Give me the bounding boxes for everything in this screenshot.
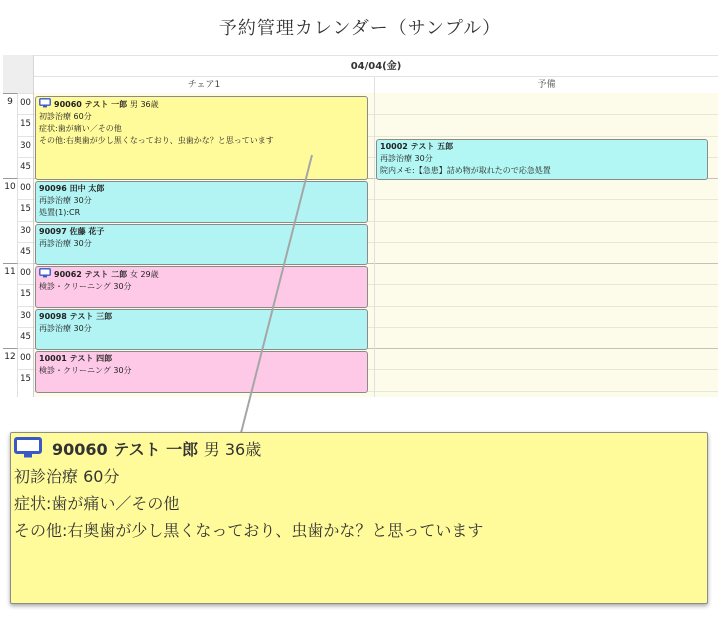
monitor-icon — [39, 98, 51, 108]
appointment-treatment: 再診治療 30分 — [39, 324, 92, 333]
appointment-treatment: 検診・クリーニング 30分 — [39, 282, 132, 291]
zoom-symptom: 症状:歯が痛い／その他 — [14, 494, 180, 513]
appointment-memo: 院内メモ:【急患】詰め物が取れたので応急処置 — [380, 166, 551, 175]
slot-line — [375, 369, 718, 370]
slot-line — [375, 327, 718, 328]
column-header-chair1[interactable]: チェア1 — [34, 77, 375, 94]
appointment-card[interactable] — [35, 309, 368, 350]
slot-line — [375, 348, 718, 349]
patient-name: テスト 三郎 — [69, 312, 113, 321]
appointment-card[interactable] — [376, 139, 708, 180]
appointment-treatment: 再診治療 30分 — [39, 239, 92, 248]
minute-label: 30 — [18, 306, 33, 327]
slot-line — [375, 306, 718, 307]
zoom-patient-meta: 男 36歳 — [203, 440, 262, 459]
appointment-card[interactable] — [35, 96, 368, 180]
appointment-card[interactable] — [35, 181, 368, 223]
minute-label: 00 — [18, 263, 33, 284]
minute-label: 15 — [18, 284, 33, 305]
slot-line — [375, 221, 718, 222]
minute-label: 00 — [18, 93, 33, 114]
slot-line — [375, 114, 718, 115]
hour-label: 11 — [3, 263, 18, 348]
slot-line — [375, 391, 718, 392]
patient-id: 90060 — [54, 100, 82, 109]
patient-id: 90097 — [39, 227, 67, 236]
zoom-patient-name: テスト 一郎 — [113, 440, 199, 459]
patient-name: 田中 太郎 — [69, 184, 105, 193]
patient-id: 10001 — [39, 354, 67, 363]
slot-line — [375, 263, 718, 264]
time-column — [3, 93, 34, 397]
appointment-note: その他:右奥歯が少し黒くなっており、虫歯かな？と思っています — [39, 136, 274, 145]
hour-label: 10 — [3, 178, 18, 263]
appointment-procedure: 処置(1):CR — [39, 208, 81, 217]
column-header-spare[interactable]: 予備 — [375, 77, 718, 94]
zoom-note: その他:右奥歯が少し黒くなっており、虫歯かな？と思っています — [14, 521, 484, 540]
minute-label: 30 — [18, 136, 33, 157]
slot-line — [375, 284, 718, 285]
date-header[interactable]: 04/04(金) — [34, 55, 718, 77]
monitor-icon — [14, 437, 42, 459]
patient-id: 90098 — [39, 312, 67, 321]
minute-label: 30 — [18, 221, 33, 242]
calendar-corner — [3, 55, 34, 94]
calendar — [3, 55, 718, 397]
patient-name: テスト 一郎 — [84, 100, 128, 109]
zoomed-appointment-callout — [10, 432, 708, 604]
patient-name: テスト 四郎 — [69, 354, 113, 363]
page-title: 予約管理カレンダー（サンプル） — [218, 18, 502, 39]
hour-label: 9 — [3, 93, 18, 178]
appointment-card[interactable] — [35, 266, 368, 308]
zoom-treatment: 初診治療 60分 — [14, 467, 120, 486]
minute-label: 00 — [18, 178, 33, 199]
appointment-treatment: 再診治療 30分 — [39, 196, 92, 205]
appointment-symptom: 症状:歯が痛い／その他 — [39, 124, 122, 133]
hour-label: 12 — [3, 348, 18, 397]
monitor-icon — [39, 268, 51, 278]
slot-line — [375, 242, 718, 243]
appointment-treatment: 再診治療 30分 — [380, 154, 433, 163]
slot-line — [375, 199, 718, 200]
minute-label: 15 — [18, 199, 33, 220]
appointment-treatment: 初診治療 60分 — [39, 112, 92, 121]
appointment-card[interactable] — [35, 351, 368, 393]
patient-name: テスト 五郎 — [410, 142, 454, 151]
patient-id: 10002 — [380, 142, 408, 151]
minute-label: 45 — [18, 242, 33, 263]
patient-name: テスト 二郎 — [84, 270, 128, 279]
minute-label: 15 — [18, 114, 33, 135]
slot-line — [375, 136, 718, 137]
minute-label: 15 — [18, 369, 33, 390]
patient-id: 90096 — [39, 184, 67, 193]
minute-label: 45 — [18, 157, 33, 178]
patient-meta: 男 36歳 — [129, 100, 159, 109]
zoom-patient-id: 90060 — [52, 440, 108, 459]
patient-id: 90062 — [54, 270, 82, 279]
minute-label: 45 — [18, 327, 33, 348]
appointment-card[interactable] — [35, 224, 368, 265]
patient-name: 佐藤 花子 — [69, 227, 105, 236]
appointment-treatment: 検診・クリーニング 30分 — [39, 366, 132, 375]
patient-meta: 女 29歳 — [129, 270, 159, 279]
minute-label: 00 — [18, 348, 33, 369]
